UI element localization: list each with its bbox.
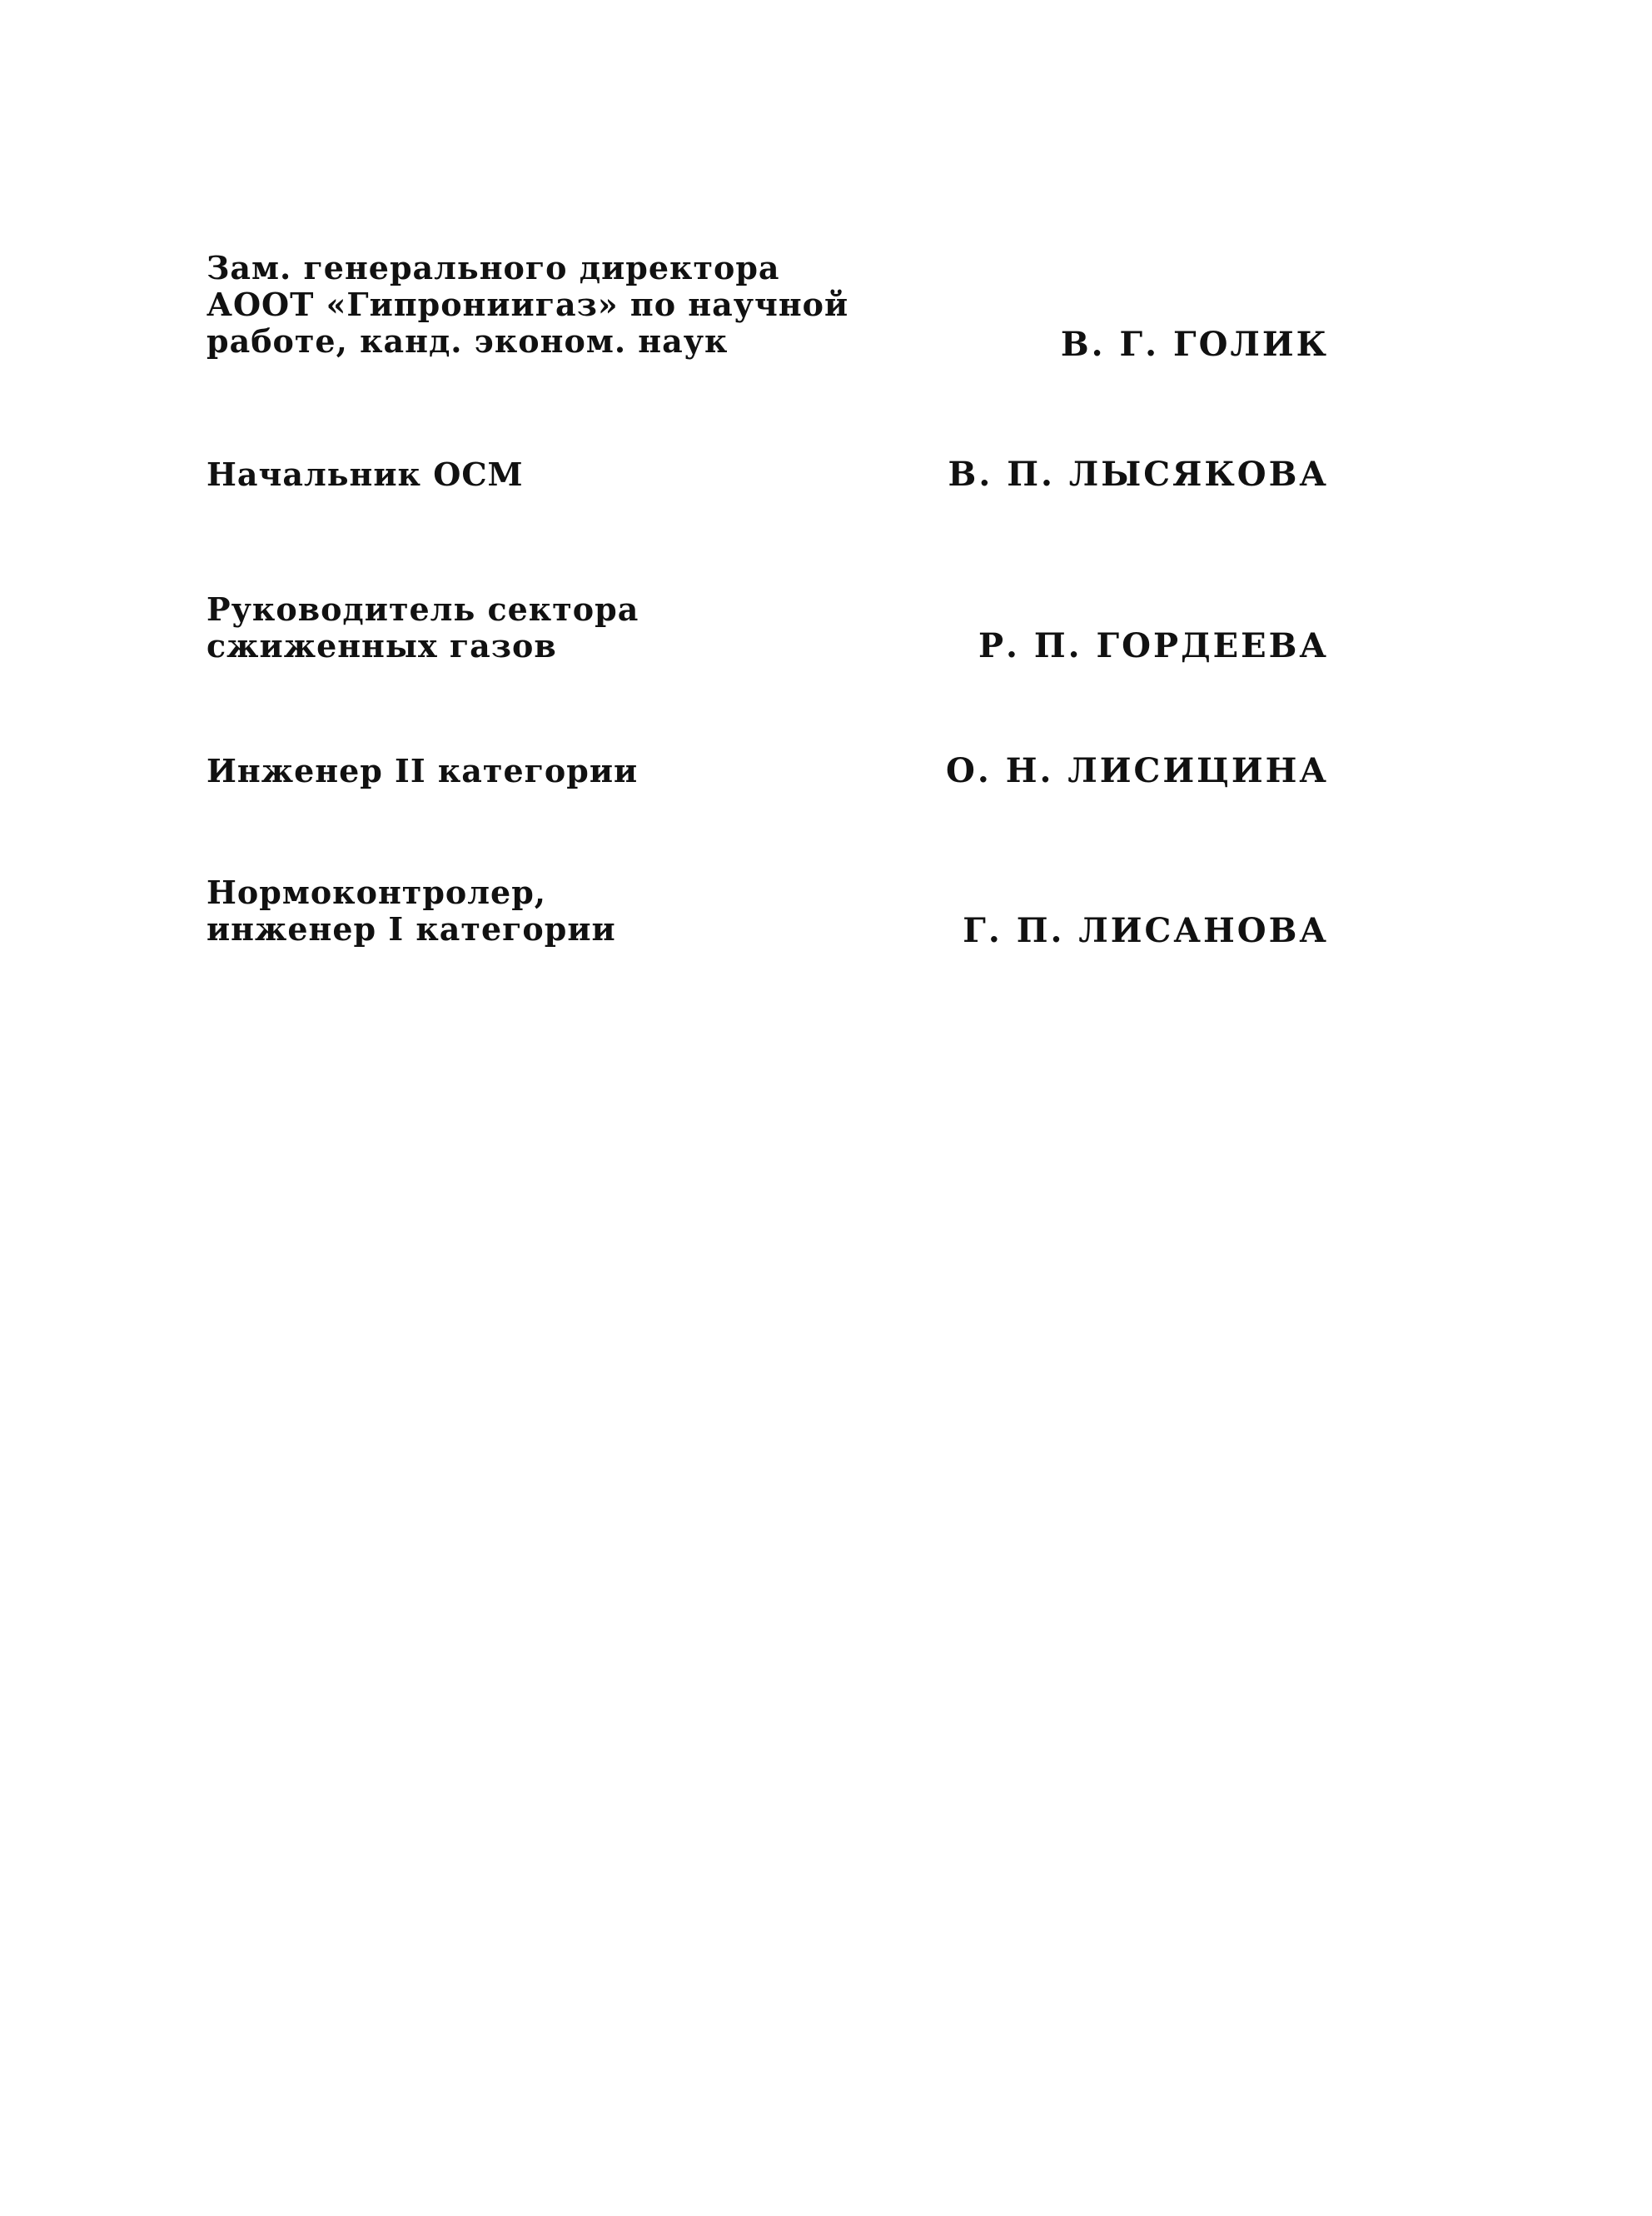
- signatory-name: Г. П. ЛИСАНОВА: [963, 911, 1329, 950]
- position-line: Нормоконтролер,: [206, 874, 547, 911]
- position-line: Инженер II категории: [206, 752, 639, 789]
- position-line: Зам. генерального директора: [206, 249, 780, 286]
- signatory-name: В. Г. ГОЛИК: [1060, 325, 1329, 364]
- position-line: АООТ «Гипрониигаз» по научной: [206, 286, 849, 323]
- signatory-name: О. Н. ЛИСИЦИНА: [946, 751, 1329, 790]
- signatory-name: Р. П. ГОРДЕЕВА: [978, 626, 1329, 665]
- signatory-name: В. П. ЛЫСЯКОВА: [948, 455, 1329, 494]
- position-title: [206, 753, 638, 789]
- position-line: Руководитель сектора: [206, 590, 639, 628]
- position-line: Начальник ОСМ: [206, 456, 524, 493]
- position-line: сжиженных газов: [206, 627, 557, 665]
- position-title: [206, 250, 848, 360]
- position-line: инженер I категории: [206, 910, 616, 948]
- position-title: [206, 591, 639, 665]
- position-line: работе, канд. эконом. наук: [206, 322, 729, 360]
- position-title: [206, 874, 616, 948]
- position-title: [206, 456, 524, 493]
